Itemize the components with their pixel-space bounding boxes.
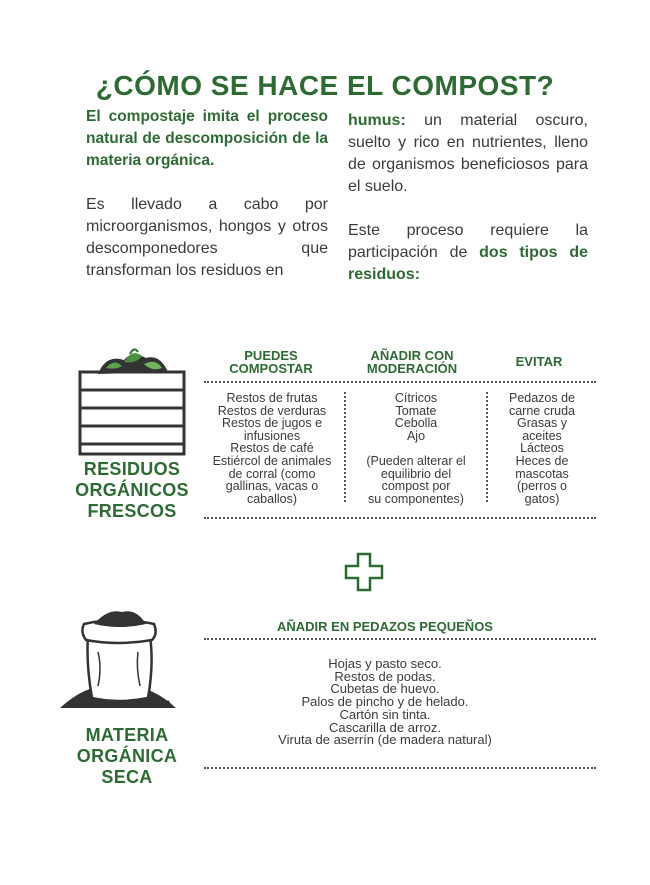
list-item: Lácteos xyxy=(520,441,564,456)
header-line: EVITAR xyxy=(515,354,563,369)
can-compost-list xyxy=(200,392,344,505)
fresh-waste-label xyxy=(60,459,204,522)
list-item: Cascarilla de arroz. xyxy=(329,719,441,735)
intro-left-column xyxy=(86,106,328,304)
list-item: Viruta de aserrín (de madera natural) xyxy=(278,732,492,748)
sack-icon xyxy=(58,602,178,712)
header-avoid xyxy=(484,355,594,368)
list-item: de corral (como xyxy=(228,466,316,481)
list-item: (perros o xyxy=(516,479,568,494)
list-item: Estiércol de animales xyxy=(212,453,332,468)
dry-matter-label xyxy=(60,725,194,788)
compost-bin-icon xyxy=(76,344,188,456)
header-line: COMPOSTAR xyxy=(229,361,313,376)
fresh-label-line: RESIDUOS xyxy=(83,459,181,479)
list-item: caballos) xyxy=(246,491,298,506)
list-item: Restos de frutas xyxy=(226,391,318,405)
list-item: Grasas y xyxy=(516,416,567,431)
list-item: infusiones xyxy=(243,428,301,443)
dry-label-line: MATERIA xyxy=(85,725,169,745)
list-item: (Pueden alterar el xyxy=(366,453,466,468)
list-item: Ajo xyxy=(406,428,426,443)
humus-term: humus: xyxy=(348,112,406,129)
list-item: Cítricos xyxy=(394,391,438,405)
humus-definition: un material oscuro, suelto y rico en nutrientes, lleno de organismos beneficiosos para el suelo. xyxy=(348,112,588,195)
list-item: Tomate xyxy=(395,403,437,418)
list-item: Restos de podas. xyxy=(334,668,436,684)
list-item: Pedazos de xyxy=(508,391,576,405)
header-line: AÑADIR CON xyxy=(370,348,454,363)
list-item: Restos de café xyxy=(230,441,314,456)
list-item: Palos de pincho y de helado. xyxy=(301,694,469,710)
two-types-text: dos tipos de residuos: xyxy=(348,244,588,283)
list-item: Restos de verduras xyxy=(217,403,327,418)
intro-humus-paragraph xyxy=(348,110,588,198)
fresh-column-divider-1 xyxy=(344,392,346,502)
list-item: compost por xyxy=(381,479,451,494)
intro-right-column xyxy=(348,110,588,308)
header-can-compost xyxy=(205,349,337,375)
fresh-bottom-divider xyxy=(204,517,596,519)
list-item: Restos de jugos e xyxy=(221,416,323,431)
header-add-moderation xyxy=(348,349,476,375)
list-item: gallinas, vacas o xyxy=(225,479,319,494)
list-item: mascotas xyxy=(515,466,569,481)
dry-header-divider xyxy=(204,638,596,640)
fresh-label-line: ORGÁNICOS xyxy=(75,480,189,500)
list-item: Hojas y pasto seco. xyxy=(328,656,442,671)
dry-bottom-divider xyxy=(204,767,596,769)
list-item: Cubetas de huevo. xyxy=(330,681,440,697)
header-line: MODERACIÓN xyxy=(366,361,458,376)
intro-bold-text: El compostaje imita el proceso natural de descomposición de la materia orgánica. xyxy=(86,108,328,169)
header-small-pieces: AÑADIR EN PEDAZOS PEQUEÑOS xyxy=(277,619,493,634)
list-item: su componentes) xyxy=(368,491,464,506)
fresh-label-line: FRESCOS xyxy=(87,501,177,521)
intro-paragraph-4 xyxy=(348,220,588,286)
list-item: Cartón sin tinta. xyxy=(339,706,431,722)
intro-p4-text: Este proceso requiere la participación de xyxy=(348,222,588,261)
list-item: carne cruda xyxy=(508,403,575,418)
moderation-list xyxy=(348,392,484,505)
list-item: Heces de xyxy=(515,453,569,468)
page-title: ¿CÓMO SE HACE EL COMPOST? xyxy=(95,70,555,101)
dry-items-list xyxy=(204,658,566,747)
dry-label-line: SECA xyxy=(101,767,153,787)
plus-icon xyxy=(344,552,384,592)
dry-label-line: ORGÁNICA xyxy=(76,746,178,766)
intro-paragraph-2: Es llevado a cabo por microorganismos, hongos y otros descomponedores que transforman los residuos en xyxy=(86,196,328,279)
avoid-list xyxy=(488,392,596,505)
list-item: gatos) xyxy=(524,491,560,506)
list-item: aceites xyxy=(522,428,562,443)
fresh-header-divider xyxy=(204,381,596,383)
list-item: equilibrio del xyxy=(380,466,452,481)
list-item: Cebolla xyxy=(394,416,438,431)
header-line: PUEDES xyxy=(244,348,298,363)
